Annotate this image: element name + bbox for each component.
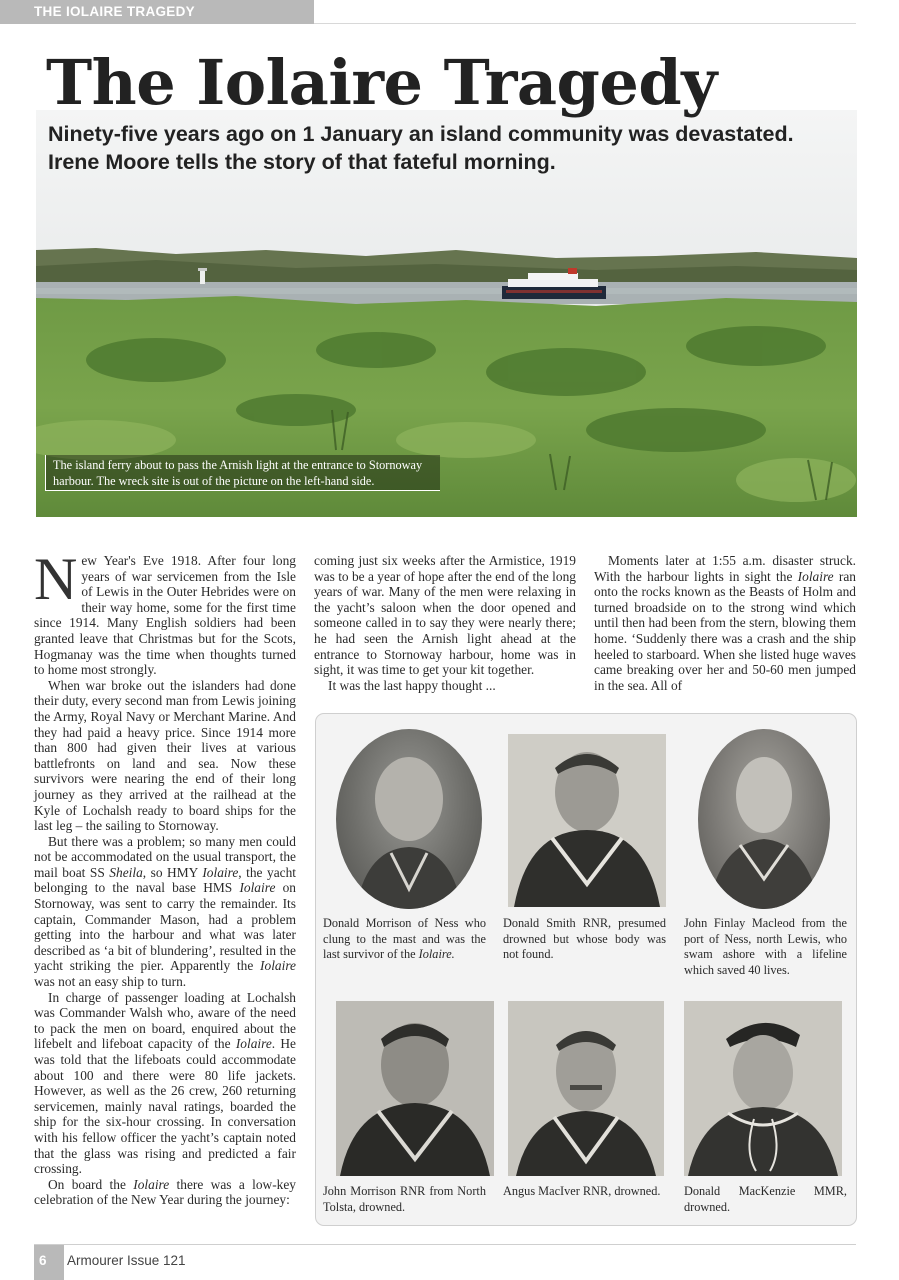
- p7-text-a: Moments later at 1:55 a.m. disaster struck. With the harbour lights in sight the: [594, 553, 856, 584]
- portrait-caption-1-text: Donald Morrison of Ness who clung to the mast and was the last survivor of the: [323, 916, 486, 962]
- issue-label: Armourer Issue 121: [67, 1253, 186, 1268]
- portrait-photo-angus-maciver: [508, 1001, 664, 1176]
- hero-caption-line-2: harbour. The wreck site is out of the picture on the left-hand side.: [53, 474, 375, 488]
- p5-iolaire: Iolaire: [133, 1176, 170, 1192]
- portrait-photo-donald-smith: [508, 734, 666, 907]
- page-number: 6: [39, 1253, 47, 1268]
- paragraph-5-start: [34, 1177, 296, 1208]
- p3-text-d: on Stornoway, was sent to carry the remainder. Its captain, Commander Mason, had a problem getting into the harbour and what was later described as ‘a bit of blundering’, resulted in the yacht striking the pier. Apparently the: [34, 880, 296, 974]
- dropcap: N: [34, 546, 78, 612]
- p5-text-b-1: there was a low-key celebration of the New Year during the journey:: [34, 1176, 296, 1208]
- p3-text-c: , the yacht belonging to the naval base HMS: [34, 864, 297, 896]
- p3-text-b: , so HMY: [142, 864, 203, 880]
- portrait-panel: [315, 713, 857, 1226]
- p7-iolaire: Iolaire: [797, 568, 834, 584]
- p4-text-a: In charge of passenger loading at Lochalsh was Commander Walsh who, aware of the need to pack the men on board, enquired about the lifebelt and lifeboat capacity of the: [34, 989, 296, 1052]
- paragraph-2: When war broke out the islanders had done their duty, every second man from Lewis joining the Army, Royal Navy or Merchant Marine. And they had paid a heavy price. Since 1914 more than 800 had given their lives at various battlefronts on land and sea. Now these survivors were nearing the end of their long journey as they arrived at the railhead at the Kyle of Lochalsh ready to board ships for the last leg – the sailing to Stornoway.: [34, 677, 296, 834]
- footer-rule: [34, 1244, 856, 1245]
- hero-caption-line-1: The island ferry about to pass the Arnish light at the entrance to Stornoway: [53, 458, 423, 472]
- p3-iolaire-2: Iolaire: [239, 880, 276, 896]
- p3-sheila: Sheila: [109, 864, 143, 880]
- page-number-badge: [34, 1245, 64, 1280]
- paragraph-7: [594, 553, 856, 693]
- p4-iolaire: Iolaire: [235, 1036, 272, 1052]
- p7-text-b: ran onto the rocks known as the Beasts of Holm and turned broadside on to the strong wind which until then had been from the stern, blowing them home. ‘Suddenly there was a crash and the ship heeled to starboard. When she listed huge waves came breaking over her and 50-60 men jumped in the sea. All of: [594, 568, 856, 693]
- portrait-caption-angus-maciver: Angus MacIver RNR, drowned.: [503, 1184, 661, 1198]
- text-column-3: [594, 553, 856, 693]
- portrait-photo-donald-morrison: [336, 729, 482, 909]
- paragraph-3: [34, 834, 296, 990]
- article-subtitle: [48, 120, 848, 176]
- paragraph-6: It was the last happy thought ...: [328, 677, 496, 693]
- text-column-2: [314, 553, 576, 693]
- portrait-caption-donald-mackenzie: Donald MacKenzie MMR, drowned.: [684, 1184, 847, 1214]
- paragraph-1-text: ew Year's Eve 1918. After four long years of war servicemen from the Isle of Lewis in the Outer Hebrides were on their way home, some for the first time since 1914. Many English soldiers had been granted leave that Christmas but for the Scots, Hogmanay was the time when thoughts turned to home most strongly.: [34, 553, 296, 678]
- subtitle-line-1: Ninety-five years ago on 1 January an island community was devastated.: [48, 122, 794, 146]
- paragraph-1: [34, 546, 296, 678]
- portrait-photo-john-finlay-macleod: [698, 729, 830, 909]
- p4-text-b: . He was told that the lifeboats could accommodate about 100 and there were 80 life jackets. However, as well as the 26 crew, 260 returning servicemen, mainly naval ratings, boarded the ship for the six-hour crossing. In conversation with his fellow officer the yacht’s captain noted that the glass was rising and predicted a fair crossing.: [34, 1036, 297, 1177]
- section-header-band: [0, 0, 314, 24]
- p5-text-a: On board the: [48, 1176, 134, 1192]
- portrait-photo-donald-mackenzie: [684, 1001, 842, 1176]
- portrait-caption-john-finlay-macleod: John Finlay Macleod from the port of Ness, north Lewis, who swam ashore with a lifeline which saved 40 lives.: [684, 916, 847, 977]
- text-column-1: [34, 546, 297, 1208]
- p3-iolaire-1: Iolaire: [202, 864, 239, 880]
- portrait-caption-1-italic: Iolaire.: [418, 947, 455, 962]
- subtitle-line-2: Irene Moore tells the story of that fateful morning.: [48, 150, 556, 174]
- hero-caption: [45, 455, 440, 491]
- paragraph-4: [34, 990, 296, 1177]
- p3-iolaire-3: Iolaire: [260, 958, 296, 974]
- portrait-photo-john-morrison: [336, 1001, 494, 1176]
- portrait-caption-donald-smith: Donald Smith RNR, presumed drowned but whose body was not found.: [503, 916, 666, 962]
- portrait-caption-donald-morrison: [323, 916, 486, 963]
- header-rule: [314, 23, 856, 24]
- section-label: THE IOLAIRE TRAGEDY: [34, 4, 195, 19]
- portrait-caption-john-morrison: John Morrison RNR from North Tolsta, drowned.: [323, 1184, 486, 1214]
- p3-text-e: was not an easy ship to turn.: [34, 974, 187, 990]
- article-title: The Iolaire Tragedy: [46, 46, 717, 119]
- paragraph-5-cont: coming just six weeks after the Armistice, 1919 was to be a year of hope after the end of the long years of war. Many of the men were relaxing in the yacht’s saloon when the door opened and someone called in to say they were nearly there; he had seen the Arnish light ahead at the entrance to Stornoway harbour, home was in sight, it was time to get your kit together.: [314, 553, 576, 678]
- p3-text-a: But there was a problem; so many men could not be accommodated on the usual transport, the mail boat SS: [34, 833, 296, 880]
